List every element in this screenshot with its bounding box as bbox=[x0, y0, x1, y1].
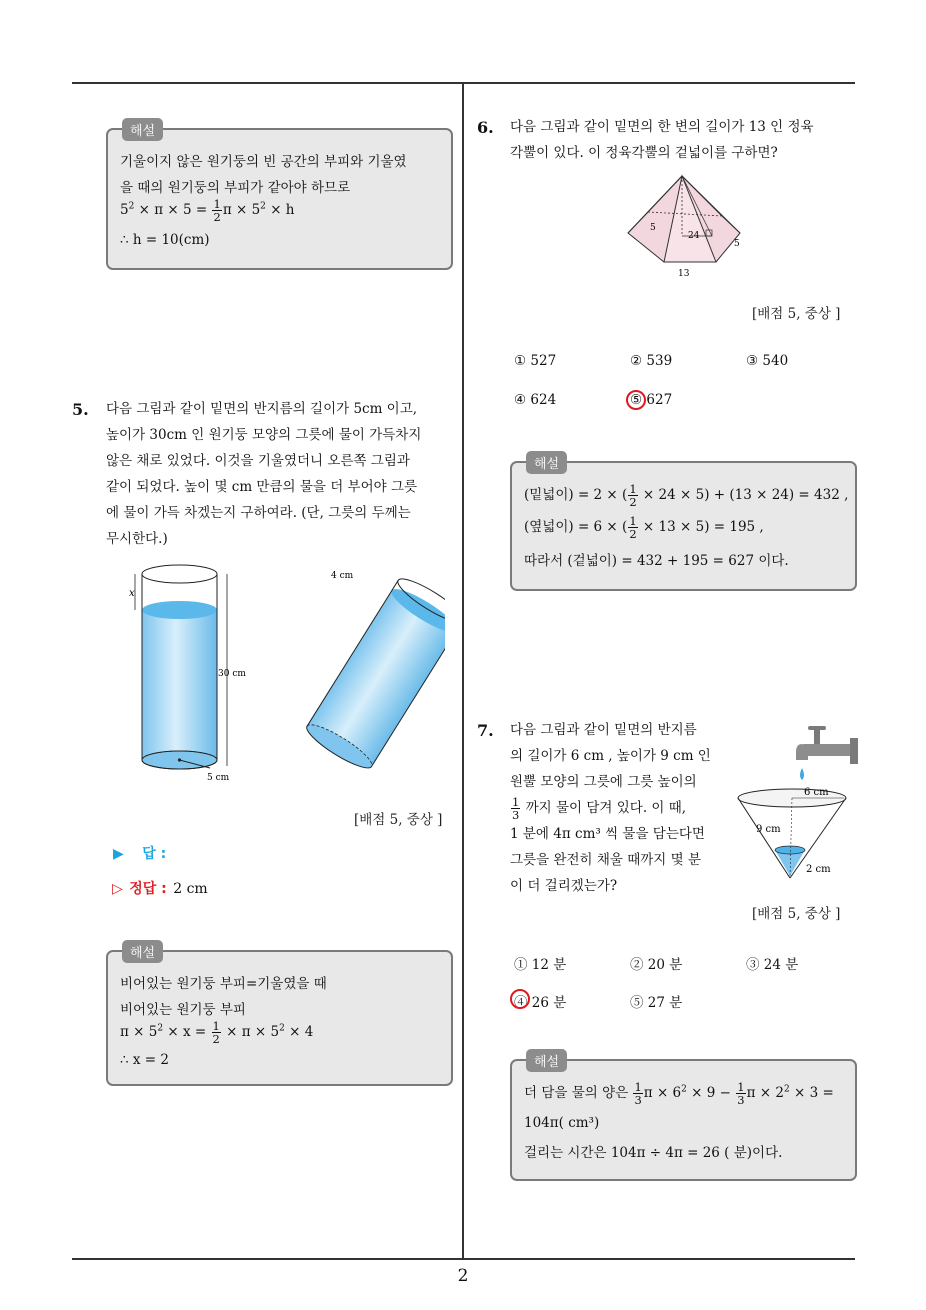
choice-5[interactable]: ⑤ 27 분 bbox=[630, 995, 683, 1011]
choice-5[interactable]: ⑤ 627 bbox=[630, 392, 673, 408]
explanation-tag: 해설 bbox=[122, 118, 163, 141]
selected-mark bbox=[510, 989, 530, 1009]
hexagonal-pyramid-figure bbox=[620, 170, 750, 280]
formula-part: × x = bbox=[163, 1024, 211, 1040]
explanation-tag: 해설 bbox=[526, 451, 567, 474]
question-number: 5. bbox=[72, 400, 89, 419]
question-line: 에 물이 가득 차겠는지 구하여라. (단, 그릇의 두께는 bbox=[106, 505, 411, 521]
explanation-box-q5 bbox=[106, 946, 453, 1086]
tilt-gap-label: 4 cm bbox=[331, 571, 354, 581]
correct-label: 정답 : bbox=[129, 881, 167, 897]
apothem-label: 5 bbox=[734, 239, 740, 249]
choice-4[interactable]: ④ 26 분 bbox=[514, 995, 567, 1011]
fraction: $\frac{1}{2}$ bbox=[212, 1019, 220, 1046]
fraction: $\frac{1}{3}$ bbox=[634, 1080, 642, 1107]
question-line: 그릇을 완전히 채울 때까지 몇 분 bbox=[510, 852, 701, 868]
top-rule bbox=[72, 82, 855, 84]
cone-with-faucet-figure bbox=[732, 722, 862, 884]
cylinder-figure bbox=[125, 560, 445, 790]
explanation-line: ∴ x = 2 bbox=[120, 1052, 169, 1068]
explanation-formula: 더 담을 물의 양은 $\frac{1}{3}$ $\pi \times 6^2 \times 9$ − $\frac{1}{3}$ $\pi \times 2^2 \times 3$ = bbox=[524, 1080, 834, 1107]
bottom-rule bbox=[72, 1258, 855, 1260]
question-line: 1 분에 4π cm³ 씩 물을 담는다면 bbox=[510, 826, 705, 842]
fraction: $\frac{1}{2}$ bbox=[629, 482, 637, 509]
question-text-q7 bbox=[510, 717, 711, 899]
formula-part: 5 bbox=[120, 202, 129, 218]
explanation-box-q4 bbox=[106, 124, 453, 270]
formula-part: × 13 × 5) = 195 , bbox=[638, 519, 764, 535]
water-height-label: 2 cm bbox=[806, 864, 831, 875]
explanation-tag: 해설 bbox=[122, 940, 163, 963]
score-q6: [배점 5, 중상 ] bbox=[752, 306, 841, 322]
question-line: 의 길이가 6 cm , 높이가 9 cm 인 bbox=[510, 748, 711, 764]
explanation-line: 기울이지 않은 원기둥의 빈 공간의 부피와 기울였 bbox=[120, 154, 407, 170]
formula-part: (옆넓이) = 6 × ( bbox=[524, 519, 628, 535]
question-line: 같이 되었다. 높이 몇 cm 만큼의 물을 더 부어야 그릇 bbox=[106, 479, 418, 495]
explanation-formula: $5^2 \times \pi \times 5$ = $\frac{1}{2}$ $\pi \times 5^2 \times h$ bbox=[120, 197, 295, 224]
faucet-icon bbox=[796, 726, 858, 764]
question-line: 다음 그림과 같이 밑면의 한 변의 길이가 13 인 정육 bbox=[510, 119, 814, 135]
correct-answer-row bbox=[112, 878, 208, 898]
question-line-part: 까지 물이 담겨 있다. 이 때, bbox=[521, 800, 687, 816]
fraction: $\frac{1}{2}$ bbox=[213, 197, 221, 224]
explanation-line: ∴ h = 10(cm) bbox=[120, 232, 210, 248]
formula-part: × h bbox=[265, 202, 295, 218]
formula-part: × π × 5 = bbox=[134, 202, 212, 218]
answer-row bbox=[113, 843, 166, 863]
explanation-box-q6 bbox=[510, 457, 857, 591]
formula-part: π × 5 bbox=[222, 202, 261, 218]
radius-label: 5 cm bbox=[207, 773, 230, 783]
formula-part: π × 5 bbox=[120, 1024, 158, 1040]
choice-4[interactable]: ④ 624 bbox=[514, 392, 557, 408]
slant-height-label: 9 cm bbox=[756, 824, 781, 835]
formula-part: × 3 = bbox=[789, 1085, 834, 1101]
question-line: 원뿔 모양의 그릇에 그릇 높이의 bbox=[510, 774, 697, 790]
explanation-formula bbox=[524, 483, 848, 508]
score-q5: [배점 5, 중상 ] bbox=[354, 812, 443, 828]
radius-label: 6 cm bbox=[804, 787, 829, 798]
formula-part: π × 2 bbox=[746, 1085, 784, 1101]
formula-part: × 9 − bbox=[686, 1085, 736, 1101]
question-line: 높이가 30cm 인 원기둥 모양의 그릇에 물이 가득차지 bbox=[106, 427, 422, 443]
question-line: 이 더 걸리겠는가? bbox=[510, 878, 618, 894]
fraction: $\frac{1}{3}$ bbox=[737, 1080, 745, 1107]
formula-part: 더 담을 물의 양은 bbox=[524, 1085, 633, 1101]
explanation-line: 을 때의 원기둥의 부피가 같아야 하므로 bbox=[120, 180, 351, 196]
slant-label: 5 bbox=[650, 223, 656, 233]
explanation-line: 104π( cm³) bbox=[524, 1115, 600, 1131]
explanation-formula bbox=[524, 515, 764, 540]
question-line: 다음 그림과 같이 밑면의 반지름의 길이가 5cm 이고, bbox=[106, 401, 418, 417]
explanation-box-q7 bbox=[510, 1055, 857, 1181]
upright-cylinder bbox=[135, 565, 227, 769]
choice-3[interactable]: ③ 540 bbox=[746, 353, 789, 369]
page-number: 2 bbox=[457, 1266, 469, 1286]
choice-2[interactable]: ② 20 분 bbox=[630, 957, 683, 973]
answer-label: 답 : bbox=[142, 846, 167, 862]
column-divider bbox=[462, 84, 464, 1258]
height-label: 24 bbox=[688, 231, 700, 241]
question-number: 6. bbox=[477, 118, 494, 137]
explanation-line: 비어있는 원기둥 부피=기울였을 때 bbox=[120, 976, 327, 992]
question-text-q6 bbox=[510, 114, 814, 166]
fraction: $\frac{1}{3}$ bbox=[512, 795, 520, 822]
height-label: 30 cm bbox=[218, 669, 246, 679]
formula-part: (밑넓이) = 2 × ( bbox=[524, 487, 628, 503]
formula-part: × π × 5 bbox=[221, 1024, 280, 1040]
question-line: 무시한다.) bbox=[106, 531, 168, 547]
correct-value: 2 cm bbox=[173, 881, 208, 897]
formula-part: × 4 bbox=[284, 1024, 314, 1040]
edge-label: 13 bbox=[678, 269, 690, 279]
fraction: $\frac{1}{2}$ bbox=[629, 514, 637, 541]
water-drop-icon bbox=[800, 768, 804, 780]
score-q7: [배점 5, 중상 ] bbox=[752, 906, 841, 922]
explanation-line: 따라서 (겉넓이) = 432 + 195 = 627 이다. bbox=[524, 553, 789, 569]
choice-3[interactable]: ③ 24 분 bbox=[746, 957, 799, 973]
question-text-q5 bbox=[106, 396, 421, 552]
formula-part: π × 6 bbox=[643, 1085, 682, 1101]
question-number: 7. bbox=[477, 721, 494, 740]
choice-1[interactable]: ① 527 bbox=[514, 353, 557, 369]
outline-arrow-icon: ▷ bbox=[112, 881, 123, 897]
explanation-line: 비어있는 원기둥 부피 bbox=[120, 1002, 246, 1018]
choice-2[interactable]: ② 539 bbox=[630, 353, 673, 369]
explanation-tag: 해설 bbox=[526, 1049, 567, 1072]
selected-mark bbox=[626, 390, 646, 410]
question-line bbox=[510, 795, 711, 821]
tilted-cylinder bbox=[302, 573, 445, 774]
question-line: 않은 채로 있었다. 이것을 기울였더니 오른쪽 그림과 bbox=[106, 453, 410, 469]
question-line: 다음 그림과 같이 밑면의 반지름 bbox=[510, 722, 697, 738]
choice-1[interactable]: ① 12 분 bbox=[514, 957, 567, 973]
explanation-formula: $\pi \times 5^2 \times x$ = $\frac{1}{2}$ × $\pi \times 5^2 \times 4$ bbox=[120, 1019, 314, 1046]
question-line: 각뿔이 있다. 이 정육각뿔의 겉넓이를 구하면? bbox=[510, 145, 778, 161]
height-gap-label: x bbox=[129, 588, 135, 599]
formula-part: × 24 × 5) + (13 × 24) = 432 , bbox=[638, 487, 849, 503]
explanation-line: 걸리는 시간은 104π ÷ 4π = 26 ( 분)이다. bbox=[524, 1145, 783, 1161]
play-icon: ▶ bbox=[113, 846, 124, 862]
